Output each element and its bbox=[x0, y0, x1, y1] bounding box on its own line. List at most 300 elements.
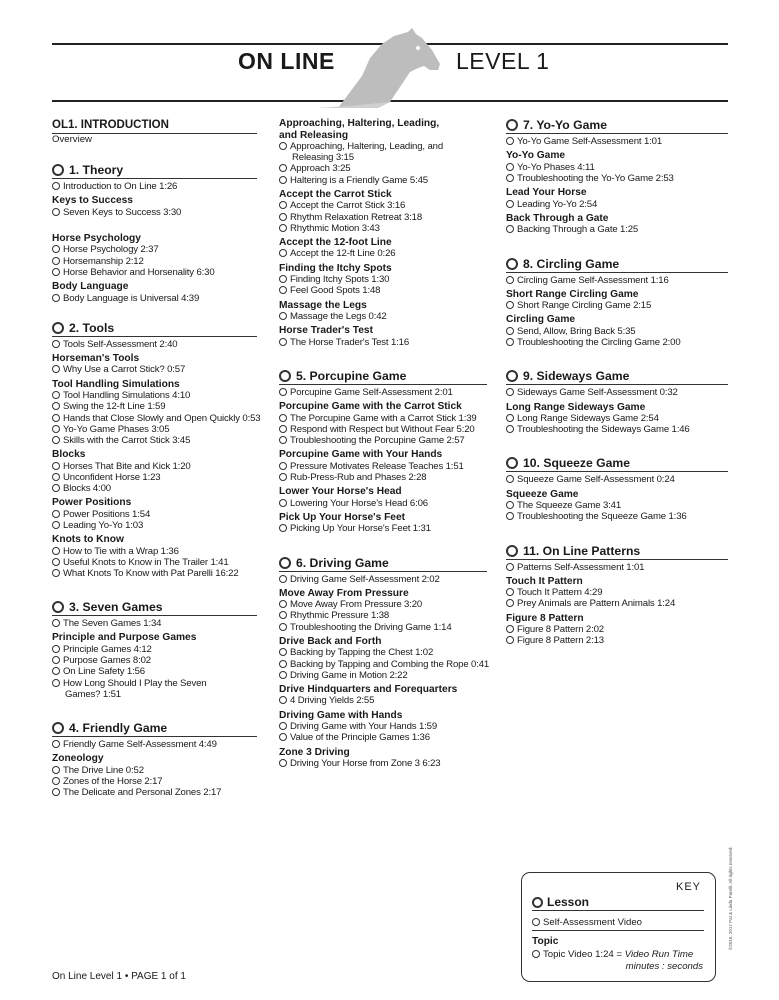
video-item[interactable] bbox=[506, 162, 728, 173]
video-item[interactable] bbox=[506, 275, 728, 286]
video-title: Driving Game Self-Assessment 2:02 bbox=[290, 573, 440, 585]
video-item[interactable] bbox=[279, 337, 487, 348]
circle-icon bbox=[532, 918, 540, 926]
video-title: Long Range Sideways Game 2:54 bbox=[517, 413, 659, 425]
circle-icon bbox=[279, 696, 287, 704]
video-title: Troubleshooting the Porcupine Game 2:57 bbox=[290, 435, 465, 447]
circle-icon bbox=[279, 733, 287, 741]
circle-icon bbox=[506, 475, 514, 483]
video-item[interactable] bbox=[506, 199, 728, 210]
video-item[interactable] bbox=[279, 472, 487, 483]
chapter-title-text: 6. Driving Game bbox=[296, 555, 389, 570]
video-item[interactable] bbox=[52, 339, 257, 350]
video-item[interactable] bbox=[52, 181, 257, 192]
circle-icon bbox=[506, 414, 514, 422]
chapter-title bbox=[506, 544, 728, 560]
video-title: Backing Through a Gate 1:25 bbox=[517, 224, 639, 236]
topic-title: Porcupine Game with the Carrot Stick bbox=[279, 401, 462, 413]
chapter-porcupine-game bbox=[279, 369, 487, 535]
circle-icon bbox=[279, 660, 287, 668]
video-title: Seven Keys to Success 3:30 bbox=[63, 206, 182, 218]
circle-icon bbox=[52, 510, 60, 518]
video-item[interactable] bbox=[52, 293, 257, 304]
circle-icon bbox=[52, 391, 60, 399]
video-title: Picking Up Your Horse's Feet 1:31 bbox=[290, 523, 431, 535]
chapter-yo-yo-game bbox=[506, 118, 728, 236]
circle-icon bbox=[279, 462, 287, 470]
key-label: KEY bbox=[675, 881, 701, 893]
video-title: Accept the 12-ft Line 0:26 bbox=[290, 248, 396, 260]
video-item[interactable] bbox=[506, 173, 728, 184]
circle-icon bbox=[279, 473, 287, 481]
circle-icon bbox=[279, 224, 287, 232]
video-title: Approach 3:25 bbox=[290, 163, 351, 175]
circle-icon bbox=[279, 286, 287, 294]
video-item[interactable] bbox=[506, 413, 728, 424]
topic-title: Driving Game with Hands bbox=[279, 709, 403, 721]
video-title: Lowering Your Horse's Head 6:06 bbox=[290, 497, 428, 509]
video-title: Squeeze Game Self-Assessment 0:24 bbox=[517, 474, 675, 486]
video-title: Body Language is Universal 4:39 bbox=[63, 292, 200, 304]
video-title: 4 Driving Yields 2:55 bbox=[290, 695, 375, 707]
circle-icon bbox=[506, 174, 514, 182]
video-item[interactable] bbox=[52, 568, 257, 579]
video-item[interactable] bbox=[506, 387, 728, 398]
video-title: Rub-Press-Rub and Phases 2:28 bbox=[290, 471, 427, 483]
circle-icon bbox=[279, 176, 287, 184]
video-item[interactable] bbox=[506, 500, 728, 511]
video-item[interactable] bbox=[52, 244, 257, 255]
circle-icon bbox=[279, 499, 287, 507]
topic-title: Long Range Sideways Game bbox=[506, 401, 646, 413]
circle-icon bbox=[52, 619, 60, 627]
topic-title: Pick Up Your Horse's Feet bbox=[279, 511, 406, 523]
topic-title: Horse Psychology bbox=[52, 232, 141, 244]
video-title: Purpose Games 8:02 bbox=[63, 655, 151, 667]
column-3 bbox=[506, 118, 728, 654]
chapter-title-text: 9. Sideways Game bbox=[523, 369, 630, 384]
video-title: Pressure Motivates Release Teaches 1:51 bbox=[290, 460, 464, 472]
topic-title: Horse Trader's Test bbox=[279, 325, 373, 337]
circle-icon bbox=[52, 777, 60, 785]
circle-icon bbox=[279, 414, 287, 422]
video-item[interactable] bbox=[279, 223, 487, 234]
video-item[interactable] bbox=[52, 666, 257, 677]
video-item[interactable] bbox=[279, 175, 487, 186]
video-item[interactable] bbox=[52, 739, 257, 750]
video-item[interactable] bbox=[279, 424, 487, 435]
topic-title: Keys to Success bbox=[52, 195, 133, 207]
video-item[interactable] bbox=[52, 207, 257, 218]
video-item[interactable] bbox=[506, 511, 728, 522]
circle-icon bbox=[506, 588, 514, 596]
topic-title: Back Through a Gate bbox=[506, 212, 609, 224]
circle-icon bbox=[52, 294, 60, 302]
circle-icon bbox=[52, 208, 60, 216]
video-title: Unconfident Horse 1:23 bbox=[63, 471, 161, 483]
topic-title: Horseman's Tools bbox=[52, 352, 140, 364]
video-item[interactable] bbox=[279, 141, 472, 163]
video-item[interactable] bbox=[279, 212, 487, 223]
circle-icon bbox=[52, 667, 60, 675]
topic-title: Squeeze Game bbox=[506, 488, 579, 500]
circle-icon bbox=[279, 164, 287, 172]
video-item[interactable] bbox=[279, 610, 487, 621]
lesson-circle-icon bbox=[279, 370, 291, 382]
circle-icon bbox=[279, 142, 287, 150]
video-title: Sideways Game Self-Assessment 0:32 bbox=[517, 387, 678, 399]
key-topic-video bbox=[532, 949, 693, 960]
video-item[interactable] bbox=[52, 364, 257, 375]
topic-title: Massage the Legs bbox=[279, 299, 367, 311]
video-title: Tools Self-Assessment 2:40 bbox=[63, 338, 178, 350]
video-title: Horse Psychology 2:37 bbox=[63, 244, 159, 256]
circle-icon bbox=[506, 327, 514, 335]
video-item[interactable] bbox=[52, 787, 257, 798]
video-item[interactable] bbox=[279, 435, 487, 446]
key-equals: = bbox=[616, 949, 623, 960]
lesson-circle-icon bbox=[506, 545, 518, 557]
video-title: The Drive Line 0:52 bbox=[63, 764, 144, 776]
video-item[interactable] bbox=[279, 758, 487, 769]
video-item[interactable] bbox=[52, 435, 257, 446]
circle-icon bbox=[279, 623, 287, 631]
video-item[interactable] bbox=[506, 624, 728, 635]
circle-icon bbox=[52, 257, 60, 265]
video-item[interactable] bbox=[52, 483, 257, 494]
circle-icon bbox=[506, 512, 514, 520]
chapter-friendly-game bbox=[52, 721, 257, 798]
video-item[interactable] bbox=[52, 546, 257, 557]
video-title: Figure 8 Pattern 2:02 bbox=[517, 624, 604, 636]
video-item[interactable] bbox=[52, 655, 257, 666]
video-title: Backing by Tapping and Combing the Rope 0:41 bbox=[290, 658, 490, 670]
chapter-theory bbox=[52, 163, 257, 304]
topic-title: Approaching, Haltering, Leading, and Releasing bbox=[279, 118, 440, 141]
circle-icon bbox=[52, 766, 60, 774]
chapter-title-text: 2. Tools bbox=[69, 320, 115, 335]
video-title: The Squeeze Game 3:41 bbox=[517, 500, 622, 512]
circle-icon bbox=[279, 338, 287, 346]
video-title: The Seven Games 1:34 bbox=[63, 618, 162, 630]
topic-title: Short Range Circling Game bbox=[506, 288, 639, 300]
video-item[interactable] bbox=[279, 498, 487, 509]
topic-title: Lead Your Horse bbox=[506, 187, 587, 199]
circle-icon bbox=[52, 340, 60, 348]
circle-icon bbox=[506, 225, 514, 233]
chapter-squeeze-game bbox=[506, 456, 728, 522]
video-item[interactable] bbox=[279, 163, 487, 174]
circle-icon bbox=[279, 213, 287, 221]
video-item[interactable] bbox=[506, 326, 728, 337]
lesson-circle-icon bbox=[52, 322, 64, 334]
chapter-title bbox=[506, 456, 728, 472]
video-title: Tool Handling Simulations 4:10 bbox=[63, 390, 191, 402]
video-item[interactable] bbox=[52, 520, 257, 531]
video-item[interactable] bbox=[279, 200, 487, 211]
circle-icon bbox=[279, 425, 287, 433]
key-run-time: Video Run Time bbox=[624, 949, 694, 960]
chapter-driving-game bbox=[279, 555, 490, 770]
video-item[interactable] bbox=[506, 562, 728, 573]
page-header bbox=[0, 0, 779, 110]
chapter-circling-game bbox=[506, 257, 728, 349]
topic-title: Body Language bbox=[52, 281, 129, 293]
video-title: On Line Safety 1:56 bbox=[63, 666, 145, 678]
video-item[interactable] bbox=[279, 248, 487, 259]
video-title: Troubleshooting the Yo-Yo Game 2:53 bbox=[517, 172, 674, 184]
video-item[interactable] bbox=[279, 523, 487, 534]
circle-icon bbox=[52, 365, 60, 373]
video-item[interactable] bbox=[506, 337, 728, 348]
video-title: Move Away From Pressure 3:20 bbox=[290, 599, 423, 611]
circle-icon bbox=[279, 575, 287, 583]
chapter-title-text: 8. Circling Game bbox=[523, 256, 620, 271]
chapter-title-text: 1. Theory bbox=[69, 163, 124, 177]
circle-icon bbox=[279, 275, 287, 283]
video-item[interactable] bbox=[279, 670, 487, 681]
video-item[interactable] bbox=[52, 412, 261, 424]
video-item[interactable] bbox=[52, 618, 257, 629]
circle-icon bbox=[52, 425, 60, 433]
video-item[interactable] bbox=[52, 509, 257, 520]
circle-icon bbox=[279, 759, 287, 767]
video-title: Rhythmic Pressure 1:38 bbox=[290, 610, 390, 622]
video-title: Leading Yo-Yo 1:03 bbox=[63, 519, 144, 531]
video-title: The Delicate and Personal Zones 2:17 bbox=[63, 787, 222, 799]
circle-icon bbox=[52, 740, 60, 748]
intro-title: OL1. INTRODUCTION bbox=[52, 118, 257, 134]
video-item[interactable] bbox=[279, 658, 490, 670]
video-title: Principle Games 4:12 bbox=[63, 643, 152, 655]
video-item[interactable] bbox=[279, 647, 487, 658]
circle-icon bbox=[506, 137, 514, 145]
key-topic-video-text: Topic Video 1:24 bbox=[543, 949, 614, 960]
video-item[interactable] bbox=[52, 765, 257, 776]
circle-icon bbox=[52, 788, 60, 796]
circle-icon bbox=[279, 249, 287, 257]
video-item[interactable] bbox=[279, 461, 487, 472]
video-title: Zones of the Horse 2:17 bbox=[63, 775, 163, 787]
circle-icon bbox=[52, 245, 60, 253]
circle-icon bbox=[506, 338, 514, 346]
video-item[interactable] bbox=[52, 461, 257, 472]
circle-icon bbox=[279, 611, 287, 619]
chapter-tools bbox=[52, 320, 261, 580]
video-item[interactable] bbox=[52, 390, 257, 401]
chapter-title bbox=[506, 257, 728, 273]
video-item[interactable] bbox=[279, 732, 487, 743]
video-item[interactable] bbox=[52, 557, 257, 568]
video-title: Circling Game Self-Assessment 1:16 bbox=[517, 274, 669, 286]
video-item[interactable] bbox=[52, 256, 257, 267]
video-title: Accept the Carrot Stick 3:16 bbox=[290, 200, 406, 212]
video-title: Power Positions 1:54 bbox=[63, 508, 151, 520]
video-item[interactable] bbox=[279, 413, 487, 424]
video-title: Backing by Tapping the Chest 1:02 bbox=[290, 647, 434, 659]
video-title: Haltering is a Friendly Game 5:45 bbox=[290, 174, 428, 186]
video-title: Rhythm Relaxation Retreat 3:18 bbox=[290, 211, 423, 223]
chapter-title bbox=[506, 118, 728, 134]
video-title: Approaching, Haltering, Leading, and Releasing 3:15 bbox=[290, 141, 444, 164]
video-title: Hands that Close Slowly and Open Quickly 0:53 bbox=[63, 412, 261, 424]
video-title: Value of the Principle Games 1:36 bbox=[290, 732, 430, 744]
video-title: Rhythmic Motion 3:43 bbox=[290, 222, 380, 234]
circle-icon bbox=[506, 625, 514, 633]
video-title: Respond with Respect but Without Fear 5:20 bbox=[290, 423, 475, 435]
video-item[interactable] bbox=[506, 635, 728, 646]
video-title: Driving Your Horse from Zone 3 6:23 bbox=[290, 758, 441, 770]
video-title: Horses That Bite and Kick 1:20 bbox=[63, 460, 191, 472]
intro-section bbox=[52, 118, 257, 146]
circle-icon bbox=[532, 950, 540, 958]
page-footer: On Line Level 1 • PAGE 1 of 1 bbox=[52, 971, 186, 982]
video-item[interactable] bbox=[506, 224, 728, 235]
video-title: Blocks 4:00 bbox=[63, 483, 111, 495]
topic-title: Finding the Itchy Spots bbox=[279, 262, 392, 274]
video-item[interactable] bbox=[279, 574, 487, 585]
circle-icon bbox=[506, 163, 514, 171]
chapter-title bbox=[506, 369, 728, 385]
video-title: Horsemanship 2:12 bbox=[63, 255, 144, 267]
horse-head-logo-icon bbox=[318, 28, 442, 110]
video-title: Troubleshooting the Driving Game 1:14 bbox=[290, 621, 452, 633]
video-item[interactable] bbox=[52, 424, 257, 435]
video-title: Why Use a Carrot Stick? 0:57 bbox=[63, 364, 186, 376]
key-self-assessment bbox=[532, 917, 704, 931]
video-item[interactable] bbox=[279, 721, 487, 732]
circle-icon bbox=[52, 558, 60, 566]
topic-title: Zoneology bbox=[52, 753, 104, 765]
video-title: Troubleshooting the Sideways Game 1:46 bbox=[517, 424, 690, 436]
video-item[interactable] bbox=[506, 598, 728, 609]
video-item[interactable] bbox=[52, 401, 257, 412]
circle-icon bbox=[279, 312, 287, 320]
video-item[interactable] bbox=[279, 695, 487, 706]
video-item[interactable] bbox=[279, 285, 487, 296]
circle-icon bbox=[506, 501, 514, 509]
circle-icon bbox=[279, 600, 287, 608]
video-title: Leading Yo-Yo 2:54 bbox=[517, 198, 598, 210]
topic-title: Circling Game bbox=[506, 314, 576, 326]
circle-icon bbox=[279, 524, 287, 532]
column-1 bbox=[52, 118, 261, 805]
video-item[interactable] bbox=[52, 472, 257, 483]
video-item[interactable] bbox=[52, 267, 257, 278]
chapter-title-text: 4. Friendly Game bbox=[69, 720, 168, 735]
key-units: minutes : seconds bbox=[625, 961, 703, 972]
video-item[interactable] bbox=[52, 776, 257, 787]
video-item[interactable] bbox=[506, 300, 728, 311]
video-title: Send, Allow, Bring Back 5:35 bbox=[517, 325, 636, 337]
circle-icon bbox=[52, 436, 60, 444]
topic-title: Power Positions bbox=[52, 497, 132, 509]
intro-overview: Overview bbox=[52, 134, 92, 145]
video-title: The Horse Trader's Test 1:16 bbox=[290, 336, 410, 348]
video-title: Yo-Yo Game Self-Assessment 1:01 bbox=[517, 136, 663, 147]
video-title: Skills with the Carrot Stick 3:45 bbox=[63, 434, 191, 446]
circle-icon bbox=[52, 521, 60, 529]
video-item[interactable] bbox=[279, 599, 487, 610]
chapter-title-text: 3. Seven Games bbox=[69, 600, 163, 615]
video-title: Feel Good Spots 1:48 bbox=[290, 285, 381, 297]
circle-icon bbox=[279, 648, 287, 656]
circle-icon bbox=[52, 569, 60, 577]
video-item[interactable] bbox=[506, 136, 728, 147]
video-item[interactable] bbox=[506, 424, 728, 435]
circle-icon bbox=[52, 547, 60, 555]
column-2 bbox=[279, 118, 490, 776]
video-title: Finding Itchy Spots 1:30 bbox=[290, 274, 390, 286]
video-item[interactable] bbox=[52, 644, 257, 655]
topic-title: Move Away From Pressure bbox=[279, 587, 409, 599]
circle-icon bbox=[52, 182, 60, 190]
key-lesson bbox=[532, 895, 704, 911]
video-item[interactable] bbox=[279, 387, 487, 398]
circle-icon bbox=[506, 301, 514, 309]
circle-icon bbox=[279, 722, 287, 730]
key-topic: Topic bbox=[532, 936, 559, 947]
circle-icon bbox=[52, 473, 60, 481]
lesson-circle-icon bbox=[52, 722, 64, 734]
video-title: Introduction to On Line 1:26 bbox=[63, 181, 178, 192]
video-title: How Long Should I Play the Seven Games? 1:51 bbox=[63, 677, 207, 700]
topic-title: Lower Your Horse's Head bbox=[279, 486, 402, 498]
video-title: What Knots To Know with Pat Parelli 16:22 bbox=[63, 568, 239, 580]
video-item[interactable] bbox=[52, 678, 215, 700]
copyright-text: ©2016, 2017 Pat & Linda Parelli. All rights reserved. bbox=[728, 846, 733, 950]
circle-icon bbox=[52, 484, 60, 492]
video-item[interactable] bbox=[279, 622, 487, 633]
chapter-title-text: 11. On Line Patterns bbox=[523, 543, 641, 558]
circle-icon bbox=[279, 436, 287, 444]
topic-title: Drive Back and Forth bbox=[279, 635, 382, 647]
chapter-title-text: 5. Porcupine Game bbox=[296, 368, 407, 383]
circle-icon bbox=[506, 276, 514, 284]
video-title: Prey Animals are Pattern Animals 1:24 bbox=[517, 598, 676, 610]
topic-title: Accept the 12-foot Line bbox=[279, 236, 392, 248]
video-title: Short Range Circling Game 2:15 bbox=[517, 300, 652, 312]
video-item[interactable] bbox=[279, 274, 487, 285]
topic-title: Yo-Yo Game bbox=[506, 150, 566, 162]
topic-title: Principle and Purpose Games bbox=[52, 632, 197, 644]
lesson-circle-icon bbox=[52, 164, 64, 176]
video-title: Swing the 12-ft Line 1:59 bbox=[63, 401, 166, 413]
topic-title: Blocks bbox=[52, 449, 86, 461]
topic-title: Touch It Pattern bbox=[506, 575, 583, 587]
video-item[interactable] bbox=[506, 587, 728, 598]
video-item[interactable] bbox=[506, 474, 728, 485]
topic-title: Accept the Carrot Stick bbox=[279, 188, 392, 200]
chapter-title-text: 7. Yo-Yo Game bbox=[523, 118, 607, 132]
page-title-level: LEVEL 1 bbox=[456, 48, 550, 74]
chapter-title bbox=[279, 556, 487, 572]
topic-group-approaching bbox=[279, 118, 487, 348]
circle-icon bbox=[52, 679, 60, 687]
video-title: How to Tie with a Wrap 1:36 bbox=[63, 545, 179, 557]
circle-icon bbox=[52, 414, 60, 422]
lesson-circle-icon bbox=[506, 258, 518, 270]
circle-icon bbox=[506, 200, 514, 208]
chapter-title bbox=[52, 721, 257, 737]
video-item[interactable] bbox=[279, 311, 487, 322]
chapter-title bbox=[52, 321, 257, 337]
topic-title: Drive Hindquarters and Forequarters bbox=[279, 683, 458, 695]
video-title: Driving Game in Motion 2:22 bbox=[290, 669, 408, 681]
video-title: Yo-Yo Phases 4:11 bbox=[517, 161, 595, 173]
video-title: Friendly Game Self-Assessment 4:49 bbox=[63, 738, 217, 750]
lesson-circle-icon bbox=[506, 119, 518, 131]
